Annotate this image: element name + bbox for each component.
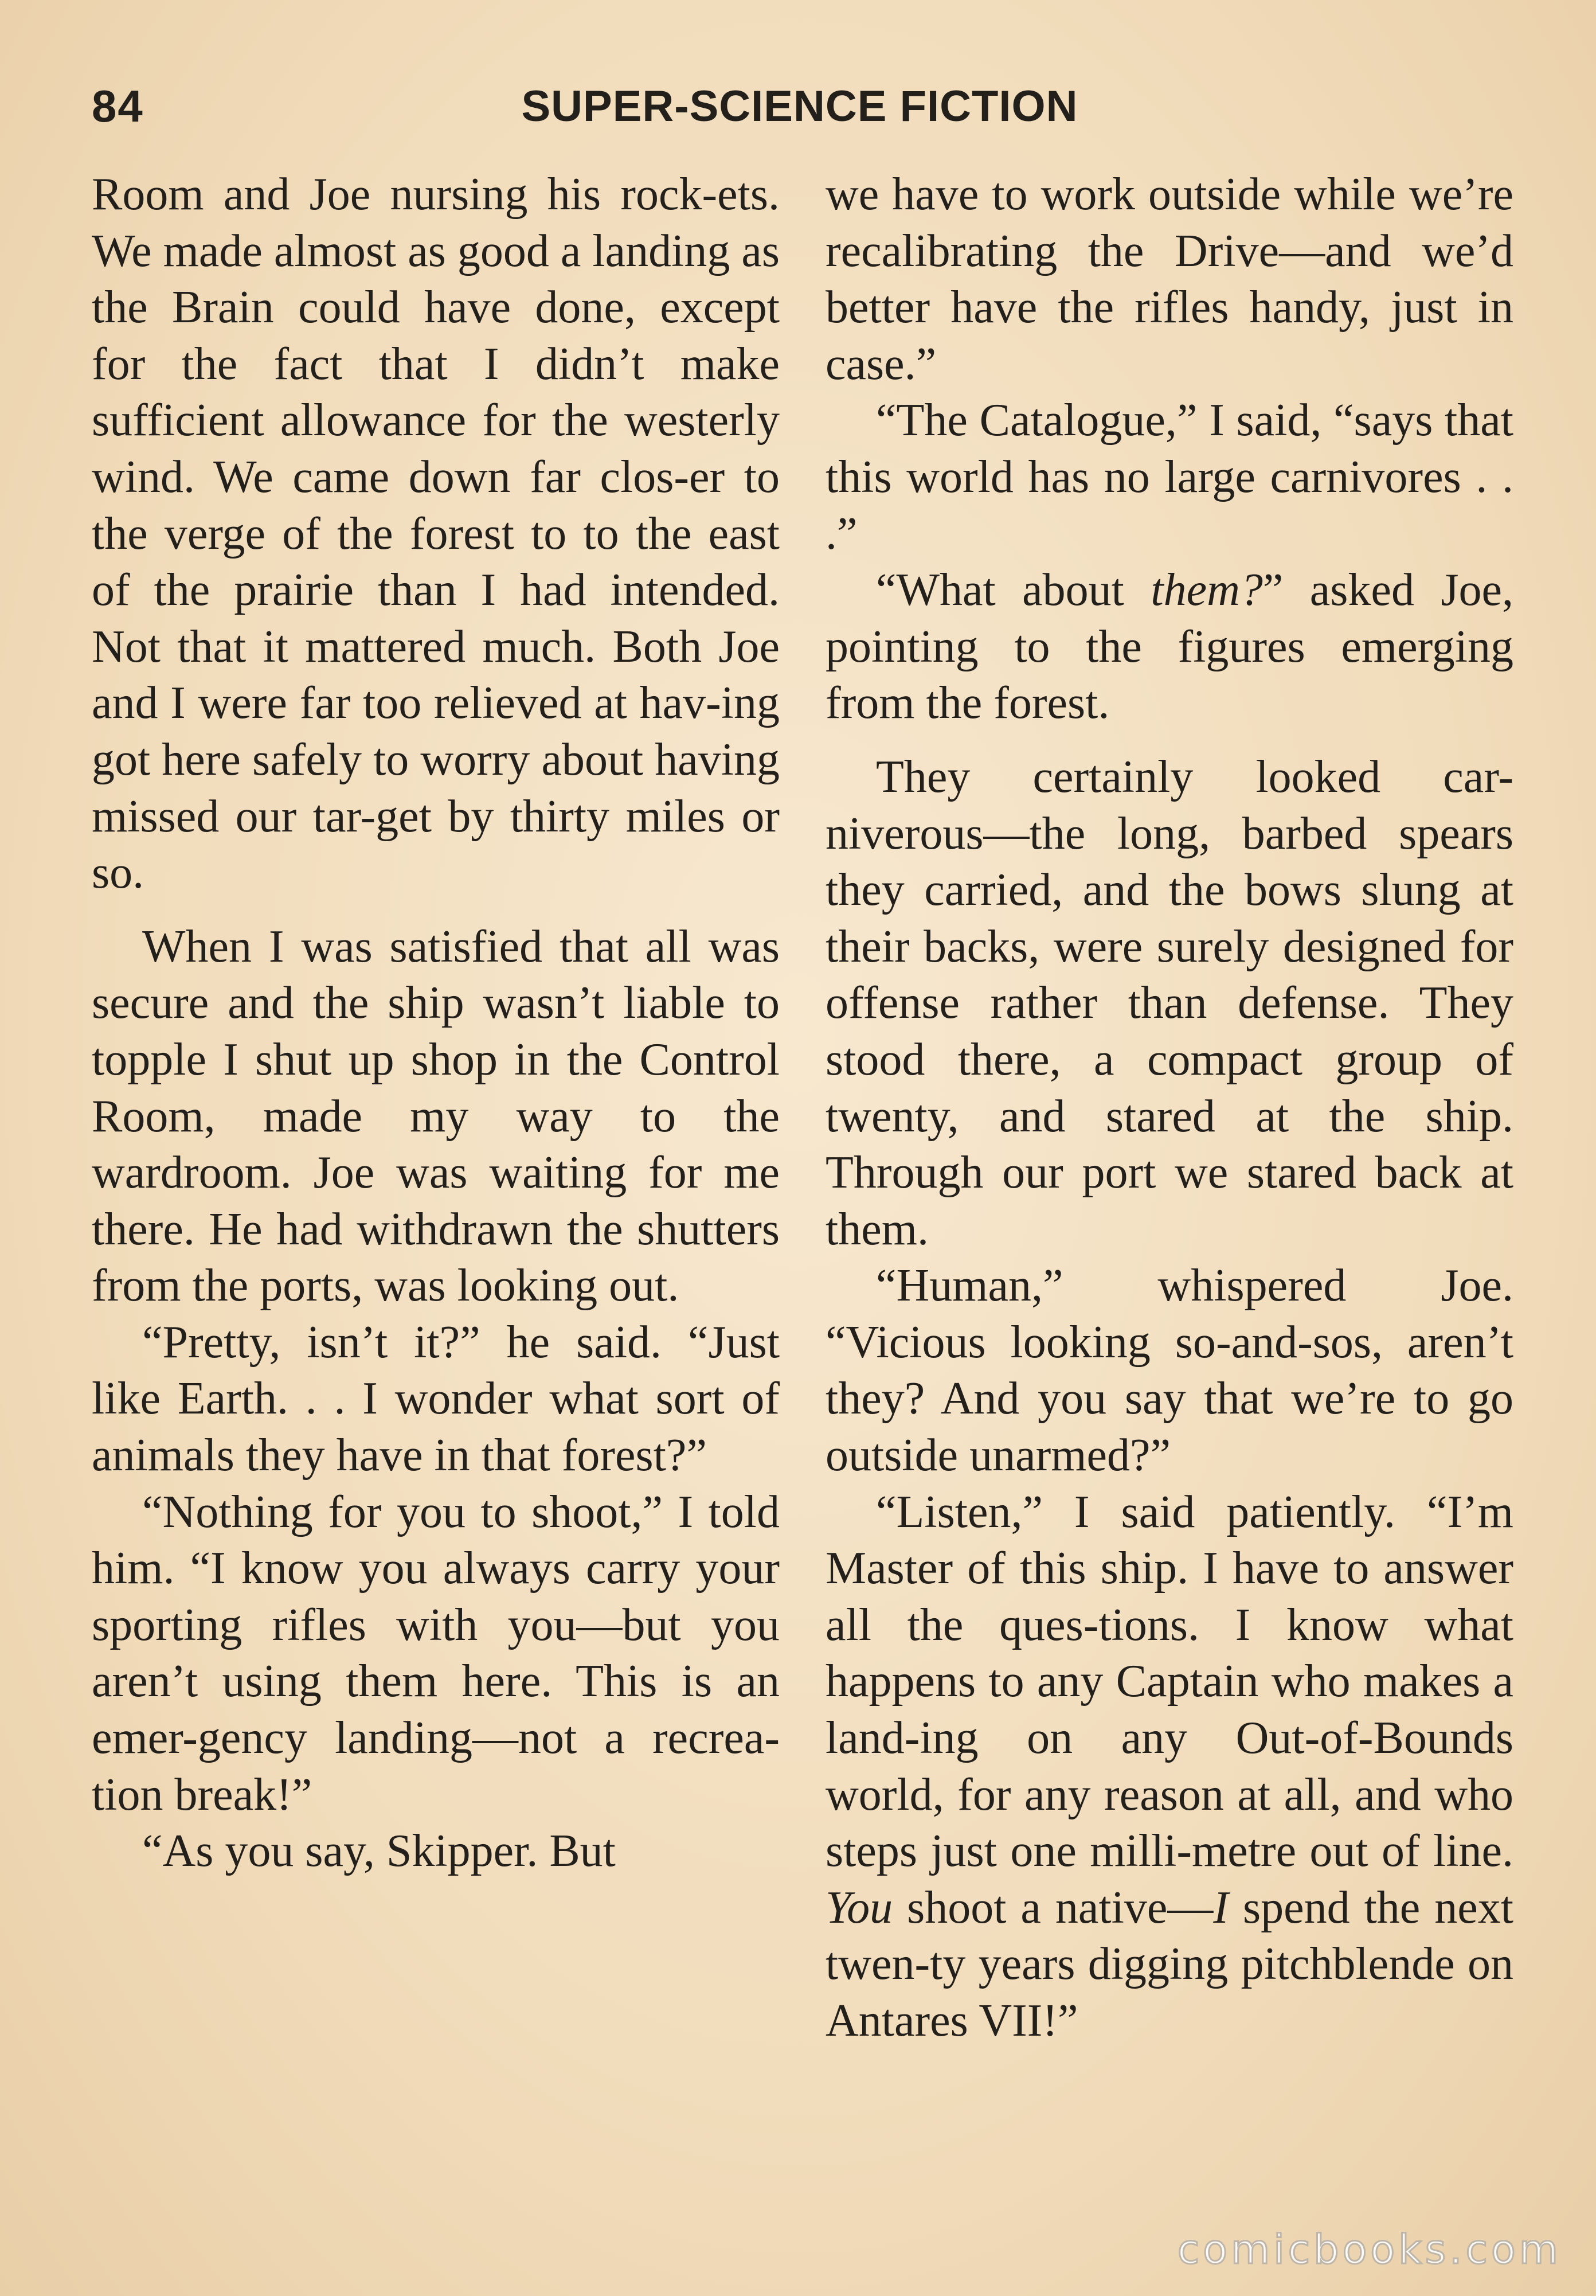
- watermark: comicbooks.com: [1177, 2226, 1562, 2273]
- paragraph: “As you say, Skipper. But: [142, 1826, 616, 1877]
- text-run: “Listen,” I said patiently. “I’m Master of this ship. I have to answer all the ques-tions. I know what happens to any Captain who makes a land-ing on any Out-of-Bounds world, for any reason at all, and who steps just one milli-metre out of line.: [826, 1486, 1513, 1877]
- paragraph: we have to work outside while we’re recalibrating the Drive—and we’d better have the rifles handy, just in case.”: [826, 169, 1513, 389]
- text-run: ” asked Joe, pointing to the figures emerging from the forest.: [826, 565, 1514, 729]
- emphasis: You: [826, 1882, 893, 1933]
- right-column: [826, 166, 1513, 2049]
- page-number: 84: [92, 81, 144, 131]
- text-run: spend the next twen-ty years digging pitchblende on Antares VII!”: [826, 1882, 1513, 2046]
- paragraph: [826, 1484, 1513, 2049]
- magazine-page: [86, 75, 1513, 2242]
- paragraph: [826, 562, 1513, 732]
- paragraph: Room and Joe nursing his rock-ets. We made almost as good a landing as the Brain could have done, except for the fact that I didn’t make sufficient allowance for the westerly wind. We came down far clos-er to the verge of the forest to to the east of the prairie than I had intended. Not that it mattered much. Both Joe and I were far too relieved at hav-ing got here safely to worry about having missed our tar-get by thirty miles or so.: [92, 169, 780, 899]
- emphasis: I: [1213, 1882, 1229, 1933]
- running-head: SUPER-SCIENCE FICTION: [521, 82, 1078, 131]
- paragraph: When I was satisfied that all was secure and the ship wasn’t liable to topple I shut up shop in the Control Room, made my way to the wardroom. Joe was waiting for me there. He had withdrawn the shutters from the ports, was looking out.: [92, 921, 780, 1311]
- left-column: [92, 166, 780, 1880]
- paragraph: “Nothing for you to shoot,” I told him. “I know you always carry your sporting rifles with you—but you aren’t using them here. This is an emer-gency landing—not a recrea-tion break!”: [92, 1486, 780, 1820]
- paragraph: “Pretty, isn’t it?” he said. “Just like Earth. . . I wonder what sort of animals they have in that forest?”: [92, 1317, 780, 1481]
- paragraph: “The Catalogue,” I said, “says that this world has no large carnivores . . .”: [826, 395, 1513, 559]
- page-header: [86, 75, 1513, 155]
- paragraph: “Human,” whispered Joe. “Vicious looking so-and-sos, aren’t they? And you say that we’re to go outside unarmed?”: [826, 1260, 1513, 1481]
- emphasis: them?: [1151, 565, 1263, 616]
- text-run: “What about: [876, 565, 1151, 616]
- text-run: shoot a native—: [893, 1882, 1214, 1933]
- paragraph: They certainly looked car-niverous—the long, barbed spears they carried, and the bows slung at their backs, were surely designed for offense rather than defense. They stood there, a compact group of twenty, and stared at the ship. Through our port we stared back at them.: [826, 751, 1513, 1255]
